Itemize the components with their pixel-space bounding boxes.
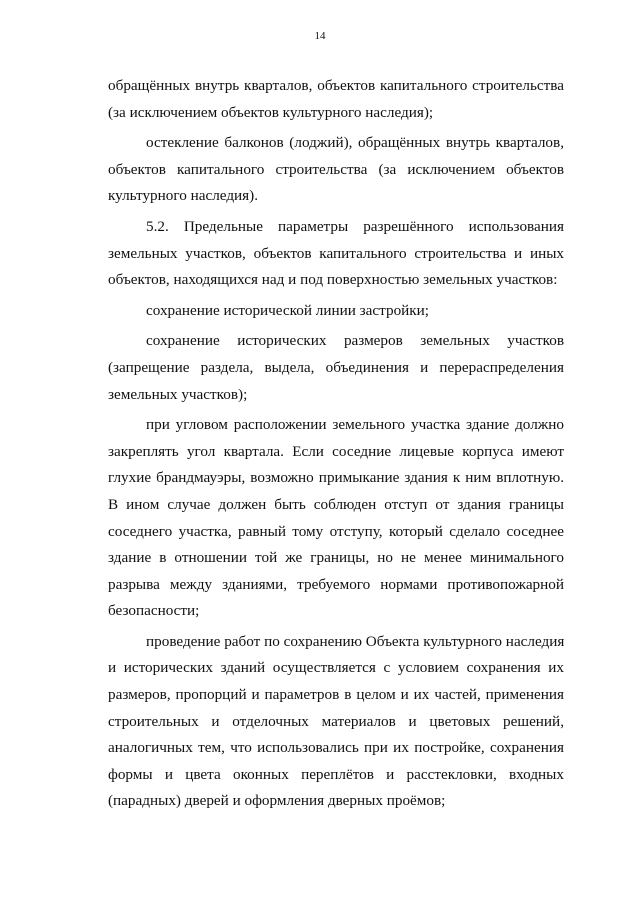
text-line: разрыва между зданиями, требуемого нормами противопожарной: [108, 575, 564, 593]
text-line: при угловом расположении земельного участка здание должно: [146, 416, 564, 434]
text-line: проведение работ по сохранению Объекта культурного наследия: [146, 632, 564, 650]
text-line: остекление балконов (лоджий), обращённых внутрь кварталов,: [146, 134, 564, 152]
text-line: безопасности;: [108, 602, 200, 620]
paragraph: [108, 130, 564, 210]
text-line: строительных и отделочных материалов и цветовых решений,: [108, 712, 564, 730]
paragraph: [108, 328, 564, 408]
paragraph: [108, 214, 564, 294]
text-line: (за исключением объектов культурного наследия);: [108, 103, 434, 121]
document-body: [108, 73, 564, 819]
paragraph: [108, 298, 564, 325]
text-line: (парадных) дверей и оформления дверных проёмов;: [108, 792, 446, 810]
text-line: земельных участков);: [108, 385, 248, 403]
text-line: культурного наследия).: [108, 187, 259, 205]
text-line: и исторических зданий осуществляется с условием сохранения их: [108, 659, 564, 677]
text-line: глухие брандмауэры, возможно примыкание здания к ним вплотную.: [108, 469, 564, 487]
paragraph: [108, 629, 564, 815]
text-line: обращённых внутрь кварталов, объектов капитального строительства: [108, 77, 564, 94]
text-line: сохранение исторических размеров земельных участков: [146, 332, 564, 350]
text-line: 5.2. Предельные параметры разрешённого использования: [146, 217, 564, 235]
text-line: сохранение исторической линии застройки;: [146, 301, 430, 319]
text-line: размеров, пропорций и параметров в целом и их частей, применения: [108, 686, 564, 704]
text-line: формы и цвета оконных переплётов и расстекловки, входных: [108, 765, 564, 783]
text-line: (запрещение раздела, выдела, объединения и перераспределения: [108, 358, 564, 376]
text-line: здание в отношении той же границы, но не менее минимального: [108, 549, 564, 567]
text-line: соседнего участка, равный тому отступу, который сделало соседнее: [108, 522, 564, 540]
text-line: В ином случае должен быть соблюден отступ от здания границы: [108, 495, 564, 513]
text-line: объектов капитального строительства (за исключением объектов: [108, 160, 564, 178]
paragraph: [108, 73, 564, 126]
paragraph: [108, 412, 564, 625]
text-line: земельных участков, объектов капитального строительства и иных: [108, 244, 564, 262]
page-number: 14: [314, 30, 326, 42]
text-line: закреплять угол квартала. Если соседние лицевые корпуса имеют: [108, 442, 564, 460]
text-line: объектов, находящихся над и под поверхностью земельных участков:: [108, 271, 558, 289]
text-line: аналогичных тем, что использовались при их постройке, сохранения: [108, 739, 564, 757]
